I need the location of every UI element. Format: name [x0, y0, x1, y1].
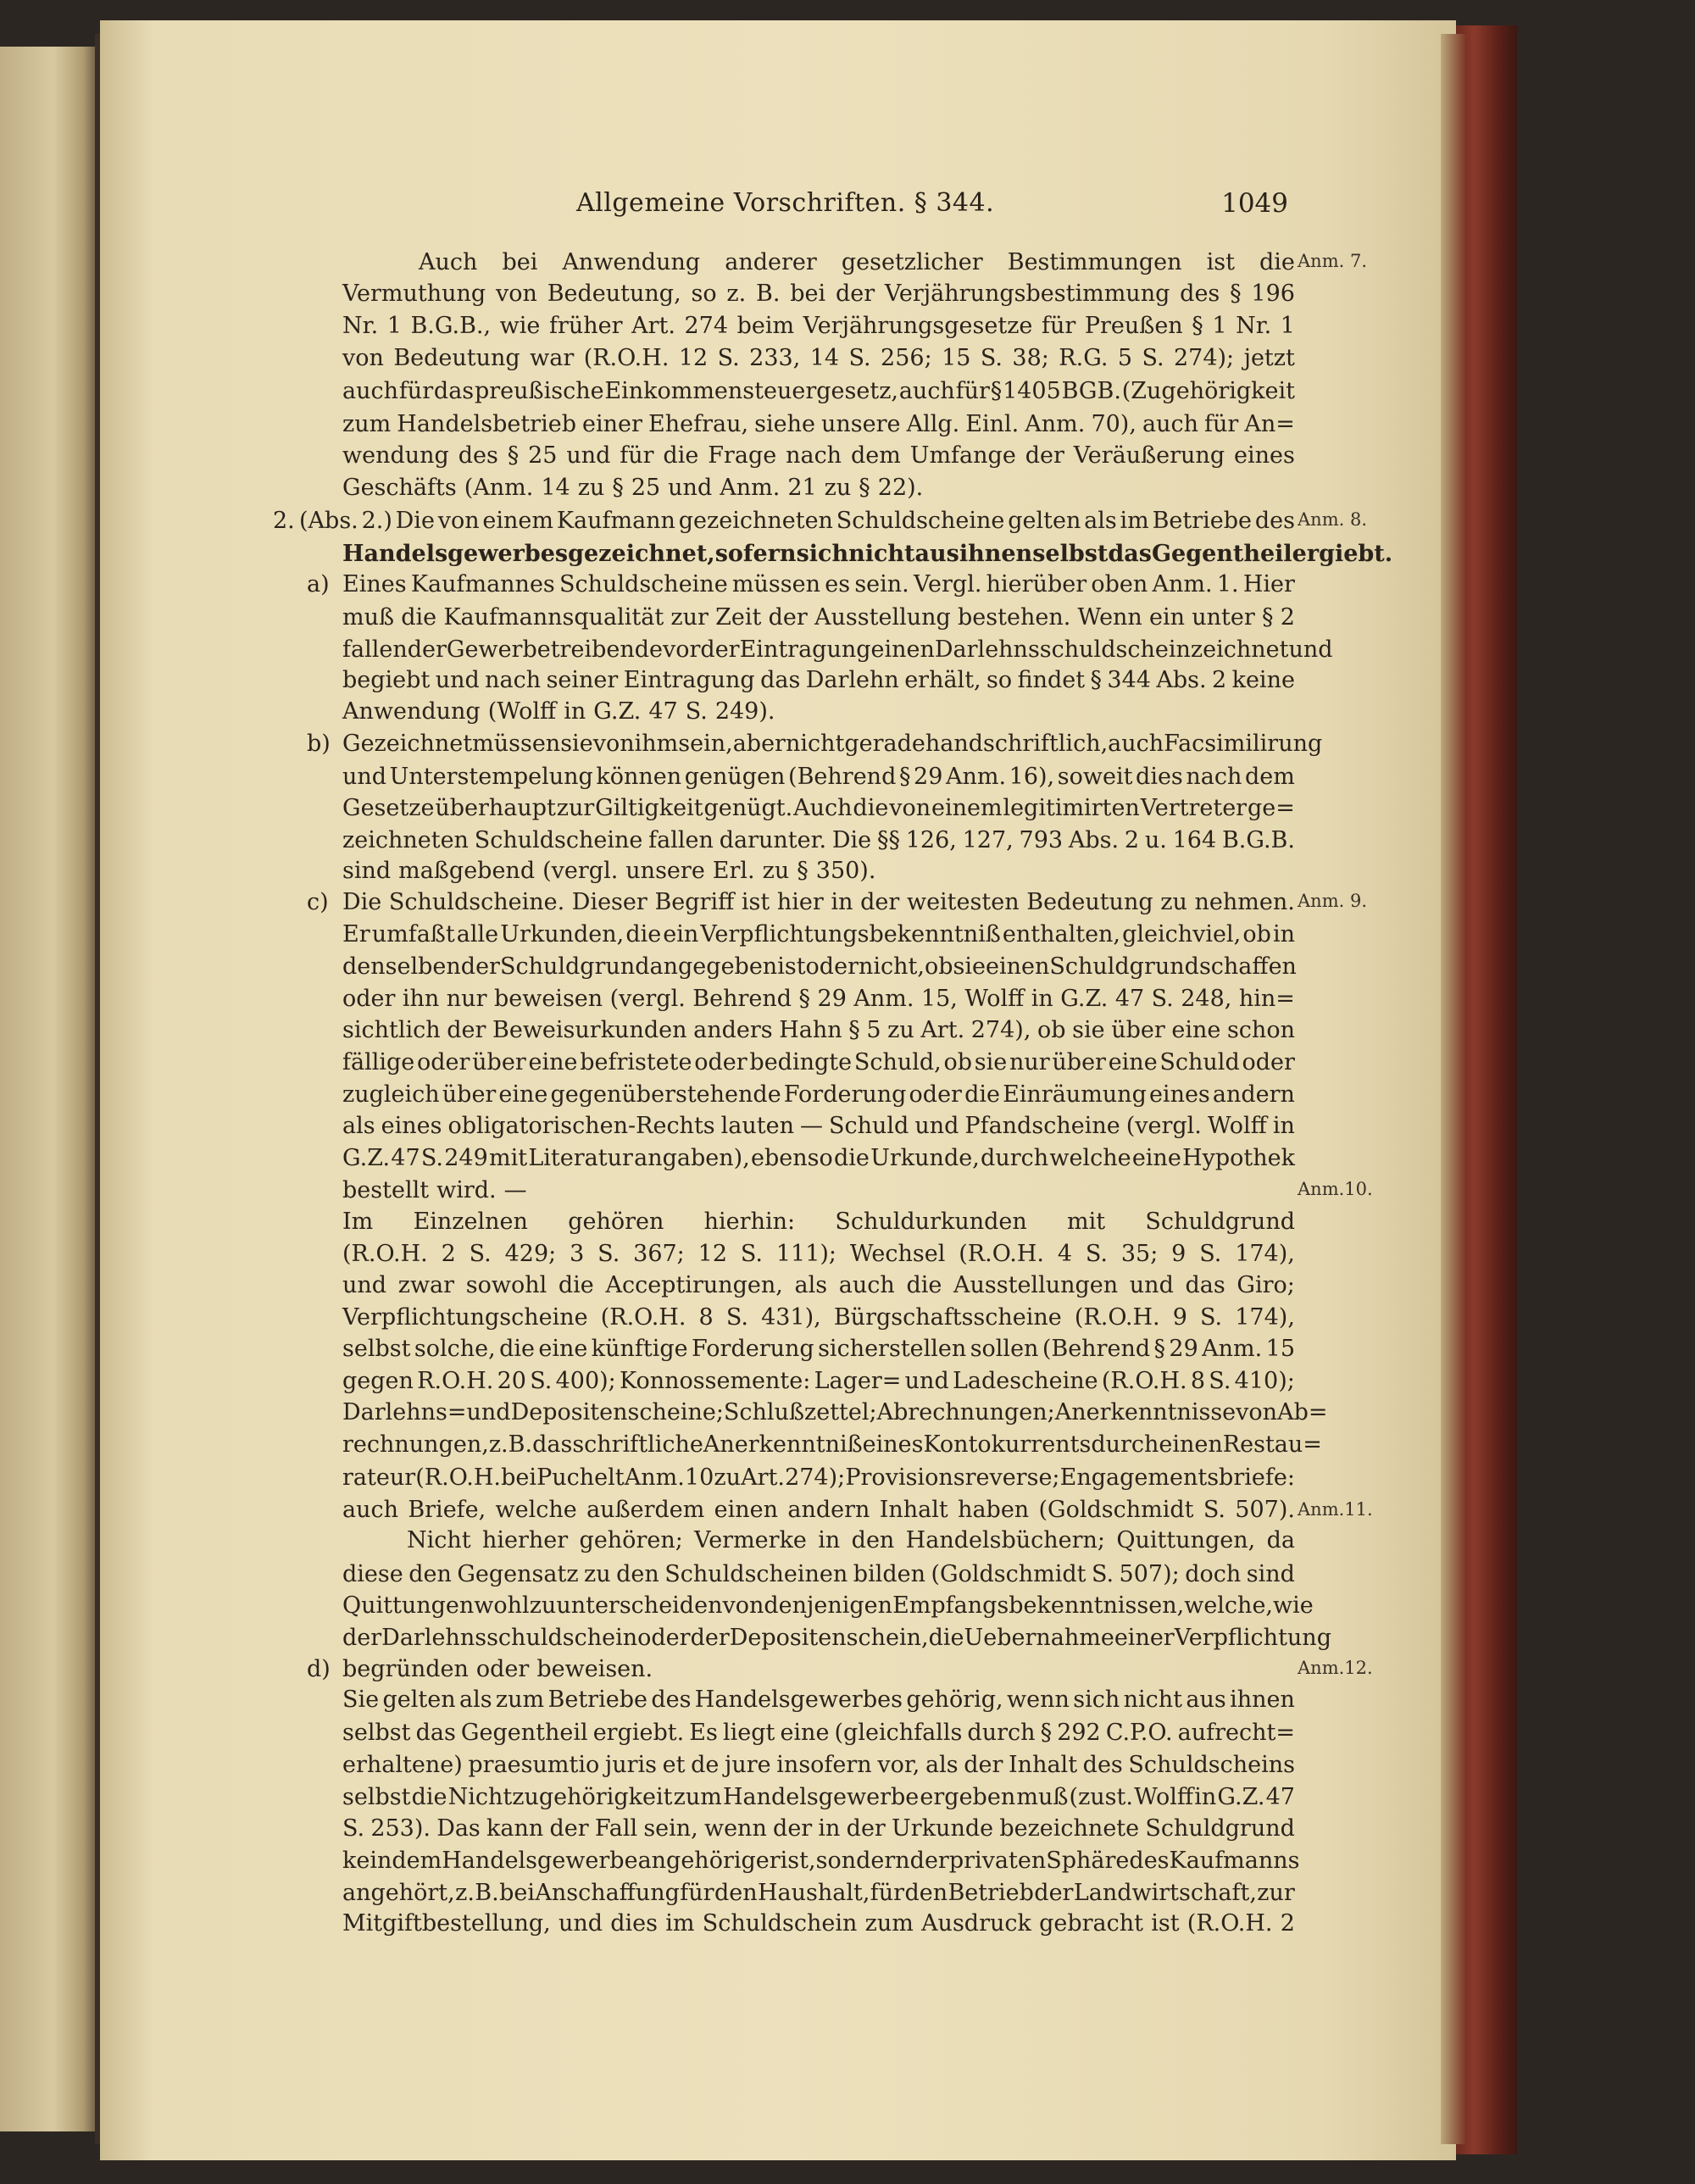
- text-line: Auch bei Anwendung anderer gesetzlicher Bestimmungen ist die: [419, 249, 1295, 275]
- text-line: angehört, z. B. bei Anschaffung für den Haushalt, für den Betrieb der Landwirtschaft, zur: [342, 1880, 1295, 1906]
- text-line: Nicht hierher gehören; Vermerke in den Handelsbüchern; Quittungen, da: [407, 1527, 1295, 1553]
- text-line: und zwar sowohl die Acceptirungen, als auch die Ausstellungen und das Giro;: [342, 1272, 1295, 1298]
- text-line: der Darlehnsschuldschein oder der Depositenschein, die Uebernahme einer Verpflichtung: [342, 1625, 1331, 1651]
- margin-note-m7: Anm. 7.: [1298, 251, 1367, 271]
- text-line: Darlehns= und Depositenscheine; Schlußzettel; Abrechnungen; Anerkenntnisse von Ab=: [342, 1399, 1328, 1425]
- text-line: diese den Gegensatz zu den Schuldscheinen bilden (Goldschmidt S. 507); doch sind: [342, 1561, 1295, 1587]
- text-line: bestellt wird. —: [342, 1177, 527, 1203]
- text-line: und Unterstempelung können genügen (Behrend § 29 Anm. 16), soweit dies nach dem: [342, 764, 1295, 790]
- text-line: rateur (R.O.H. bei Puchelt Anm. 10 zu Art. 274); Provisionsreverse; Engagementsbriefe:: [342, 1464, 1295, 1491]
- text-line: kein dem Handelsgewerbe angehöriger ist, sondern der privaten Sphäre des Kaufmanns: [342, 1848, 1300, 1874]
- text-line: erhaltene) praesumtio juris et de jure insofern vor, als der Inhalt des Schuldscheins: [342, 1752, 1295, 1778]
- text-line: fallender Gewerbetreibende vor der Eintragung einen Darlehnsschuldschein zeichnet und: [342, 636, 1333, 663]
- text-line: oder ihn nur beweisen (vergl. Behrend § 29 Anm. 15, Wolff in G.Z. 47 S. 248, hin=: [342, 986, 1295, 1012]
- text-line: G.Z. 47 S. 249 mit Literatur angaben), ebenso die Urkunde, durch welche eine Hypothek: [342, 1145, 1295, 1171]
- item-label-d: d): [307, 1656, 331, 1682]
- item-label-b: b): [307, 731, 331, 757]
- text-line: muß die Kaufmannsqualität zur Zeit der Ausstellung bestehen. Wenn ein unter § 2: [342, 604, 1295, 631]
- text-line: (Abs. 2.) Die von einem Kaufmann gezeichneten Schuldscheine gelten als im Betriebe des: [299, 508, 1295, 534]
- text-line: zugleich über eine gegenüberstehende Forderung oder die Einräumung eines andern: [342, 1081, 1295, 1108]
- text-line: auch Briefe, welche außerdem einen andern Inhalt haben (Goldschmidt S. 507).: [342, 1497, 1295, 1523]
- text-line: Geschäfts (Anm. 14 zu § 25 und Anm. 21 zu § 22).: [342, 475, 924, 501]
- text-line: Die Schuldscheine. Dieser Begriff ist hier in der weitesten Bedeutung zu nehmen.: [342, 889, 1295, 915]
- text-line: selbst das Gegentheil ergiebt. Es liegt eine (gleichfalls durch § 292 C.P.O. aufrecht=: [342, 1720, 1295, 1746]
- text-line: auch für das preußische Einkommensteuergesetz, auch für § 1405 BGB. (Zugehörigkeit: [342, 378, 1295, 404]
- text-line: Gesetze überhaupt zur Giltigkeit genügt. Auch die von einem legitimirten Vertreter ge=: [342, 795, 1295, 821]
- text-line: als eines obligatorischen-Rechts lauten — Schuld und Pfandscheine (vergl. Wolff in: [342, 1113, 1295, 1139]
- margin-note-m8: Anm. 8.: [1298, 509, 1367, 530]
- text-line: zum Handelsbetrieb einer Ehefrau, siehe unsere Allg. Einl. Anm. 70), auch für An=: [342, 411, 1295, 437]
- margin-note-m9: Anm. 9.: [1298, 891, 1367, 911]
- page-number: 1049: [1221, 188, 1288, 219]
- text-line: Nr. 1 B.G.B., wie früher Art. 274 beim Verjährungsgesetze für Preußen § 1 Nr. 1: [342, 313, 1295, 339]
- text-line: sichtlich der Beweisurkunden anders Hahn § 5 zu Art. 274), ob sie über eine schon: [342, 1017, 1295, 1043]
- text-line: Eines Kaufmannes Schuldscheine müssen es sein. Vergl. hierüber oben Anm. 1. Hier: [342, 571, 1295, 597]
- text-line: Gezeichnet müssen sie von ihm sein, aber nicht gerade handschriftlich, auch Facsimilirung: [342, 731, 1323, 757]
- text-line: Vermuthung von Bedeutung, so z. B. bei der Verjährungsbestimmung des § 196: [342, 281, 1295, 307]
- margin-note-m10: Anm.10.: [1298, 1179, 1373, 1199]
- text-line: gegen R.O.H. 20 S. 400); Konnossemente: Lager= und Ladescheine (R.O.H. 8 S. 410);: [342, 1368, 1295, 1394]
- text-line: von Bedeutung war (R.O.H. 12 S. 233, 14 S. 256; 15 S. 38; R.G. 5 S. 274); jetzt: [342, 345, 1295, 371]
- text-line: Quittungen wohl zu unterscheiden von denjenigen Empfangsbekenntnissen, welche, wie: [342, 1592, 1314, 1619]
- item-label-n2: 2.: [273, 508, 295, 534]
- text-line: Mitgiftbestellung, und dies im Schuldschein zum Ausdruck gebracht ist (R.O.H. 2: [342, 1910, 1295, 1937]
- text-line: S. 253). Das kann der Fall sein, wenn der in der Urkunde bezeichnete Schuldgrund: [342, 1815, 1295, 1842]
- text-line: selbst die Nichtzugehörigkeit zum Handelsgewerbe ergeben muß (zust. Wolff in G.Z. 47: [342, 1784, 1295, 1810]
- text-line: Er umfaßt alle Urkunden, die ein Verpflichtungsbekenntniß enthalten, gleichviel, ob in: [342, 921, 1295, 948]
- text-line: begründen oder beweisen.: [342, 1656, 653, 1682]
- text-line: sind maßgebend (vergl. unsere Erl. zu § 350).: [342, 858, 876, 884]
- text-line: Verpflichtungscheine (R.O.H. 8 S. 431), Bürgschaftsscheine (R.O.H. 9 S. 174),: [342, 1304, 1295, 1331]
- text-line: wendung des § 25 und für die Frage nach dem Umfange der Veräußerung eines: [342, 442, 1295, 469]
- text-line: Sie gelten als zum Betriebe des Handelsgewerbes gehörig, wenn sich nicht aus ihnen: [342, 1687, 1295, 1713]
- text-line: (R.O.H. 2 S. 429; 3 S. 367; 12 S. 111); Wechsel (R.O.H. 4 S. 35; 9 S. 174),: [342, 1241, 1295, 1267]
- text-line: selbst solche, die eine künftige Forderung sicherstellen sollen (Behrend § 29 Anm. 15: [342, 1336, 1295, 1362]
- text-line: begiebt und nach seiner Eintragung das Darlehn erhält, so findet § 344 Abs. 2 keine: [342, 667, 1295, 693]
- text-line: rechnungen, z. B. das schriftliche Anerkenntniß eines Kontokurrents durch einen Restau=: [342, 1431, 1322, 1458]
- header-title: Allgemeine Vorschriften. § 344.: [576, 188, 995, 218]
- text-line: Handelsgewerbes gezeichnet, sofern sich nicht aus ihnen selbst das Gegentheil ergiebt.: [342, 541, 1393, 567]
- text-line: fällige oder über eine befristete oder bedingte Schuld, ob sie nur über eine Schuld oder: [342, 1049, 1295, 1075]
- text-line: denselben der Schuldgrund angegeben ist oder nicht, ob sie einen Schuldgrund schaffen: [342, 953, 1297, 980]
- margin-note-m11: Anm.11.: [1298, 1499, 1373, 1520]
- item-label-c: c): [307, 889, 329, 915]
- item-label-a: a): [307, 571, 330, 597]
- text-line: Im Einzelnen gehören hierhin: Schuldurkunden mit Schuldgrund: [342, 1209, 1295, 1235]
- text-line: Anwendung (Wolff in G.Z. 47 S. 249).: [342, 698, 775, 725]
- text-line: zeichneten Schuldscheine fallen darunter. Die §§ 126, 127, 793 Abs. 2 u. 164 B.G.B.: [342, 827, 1295, 853]
- margin-note-m12: Anm.12.: [1298, 1658, 1373, 1678]
